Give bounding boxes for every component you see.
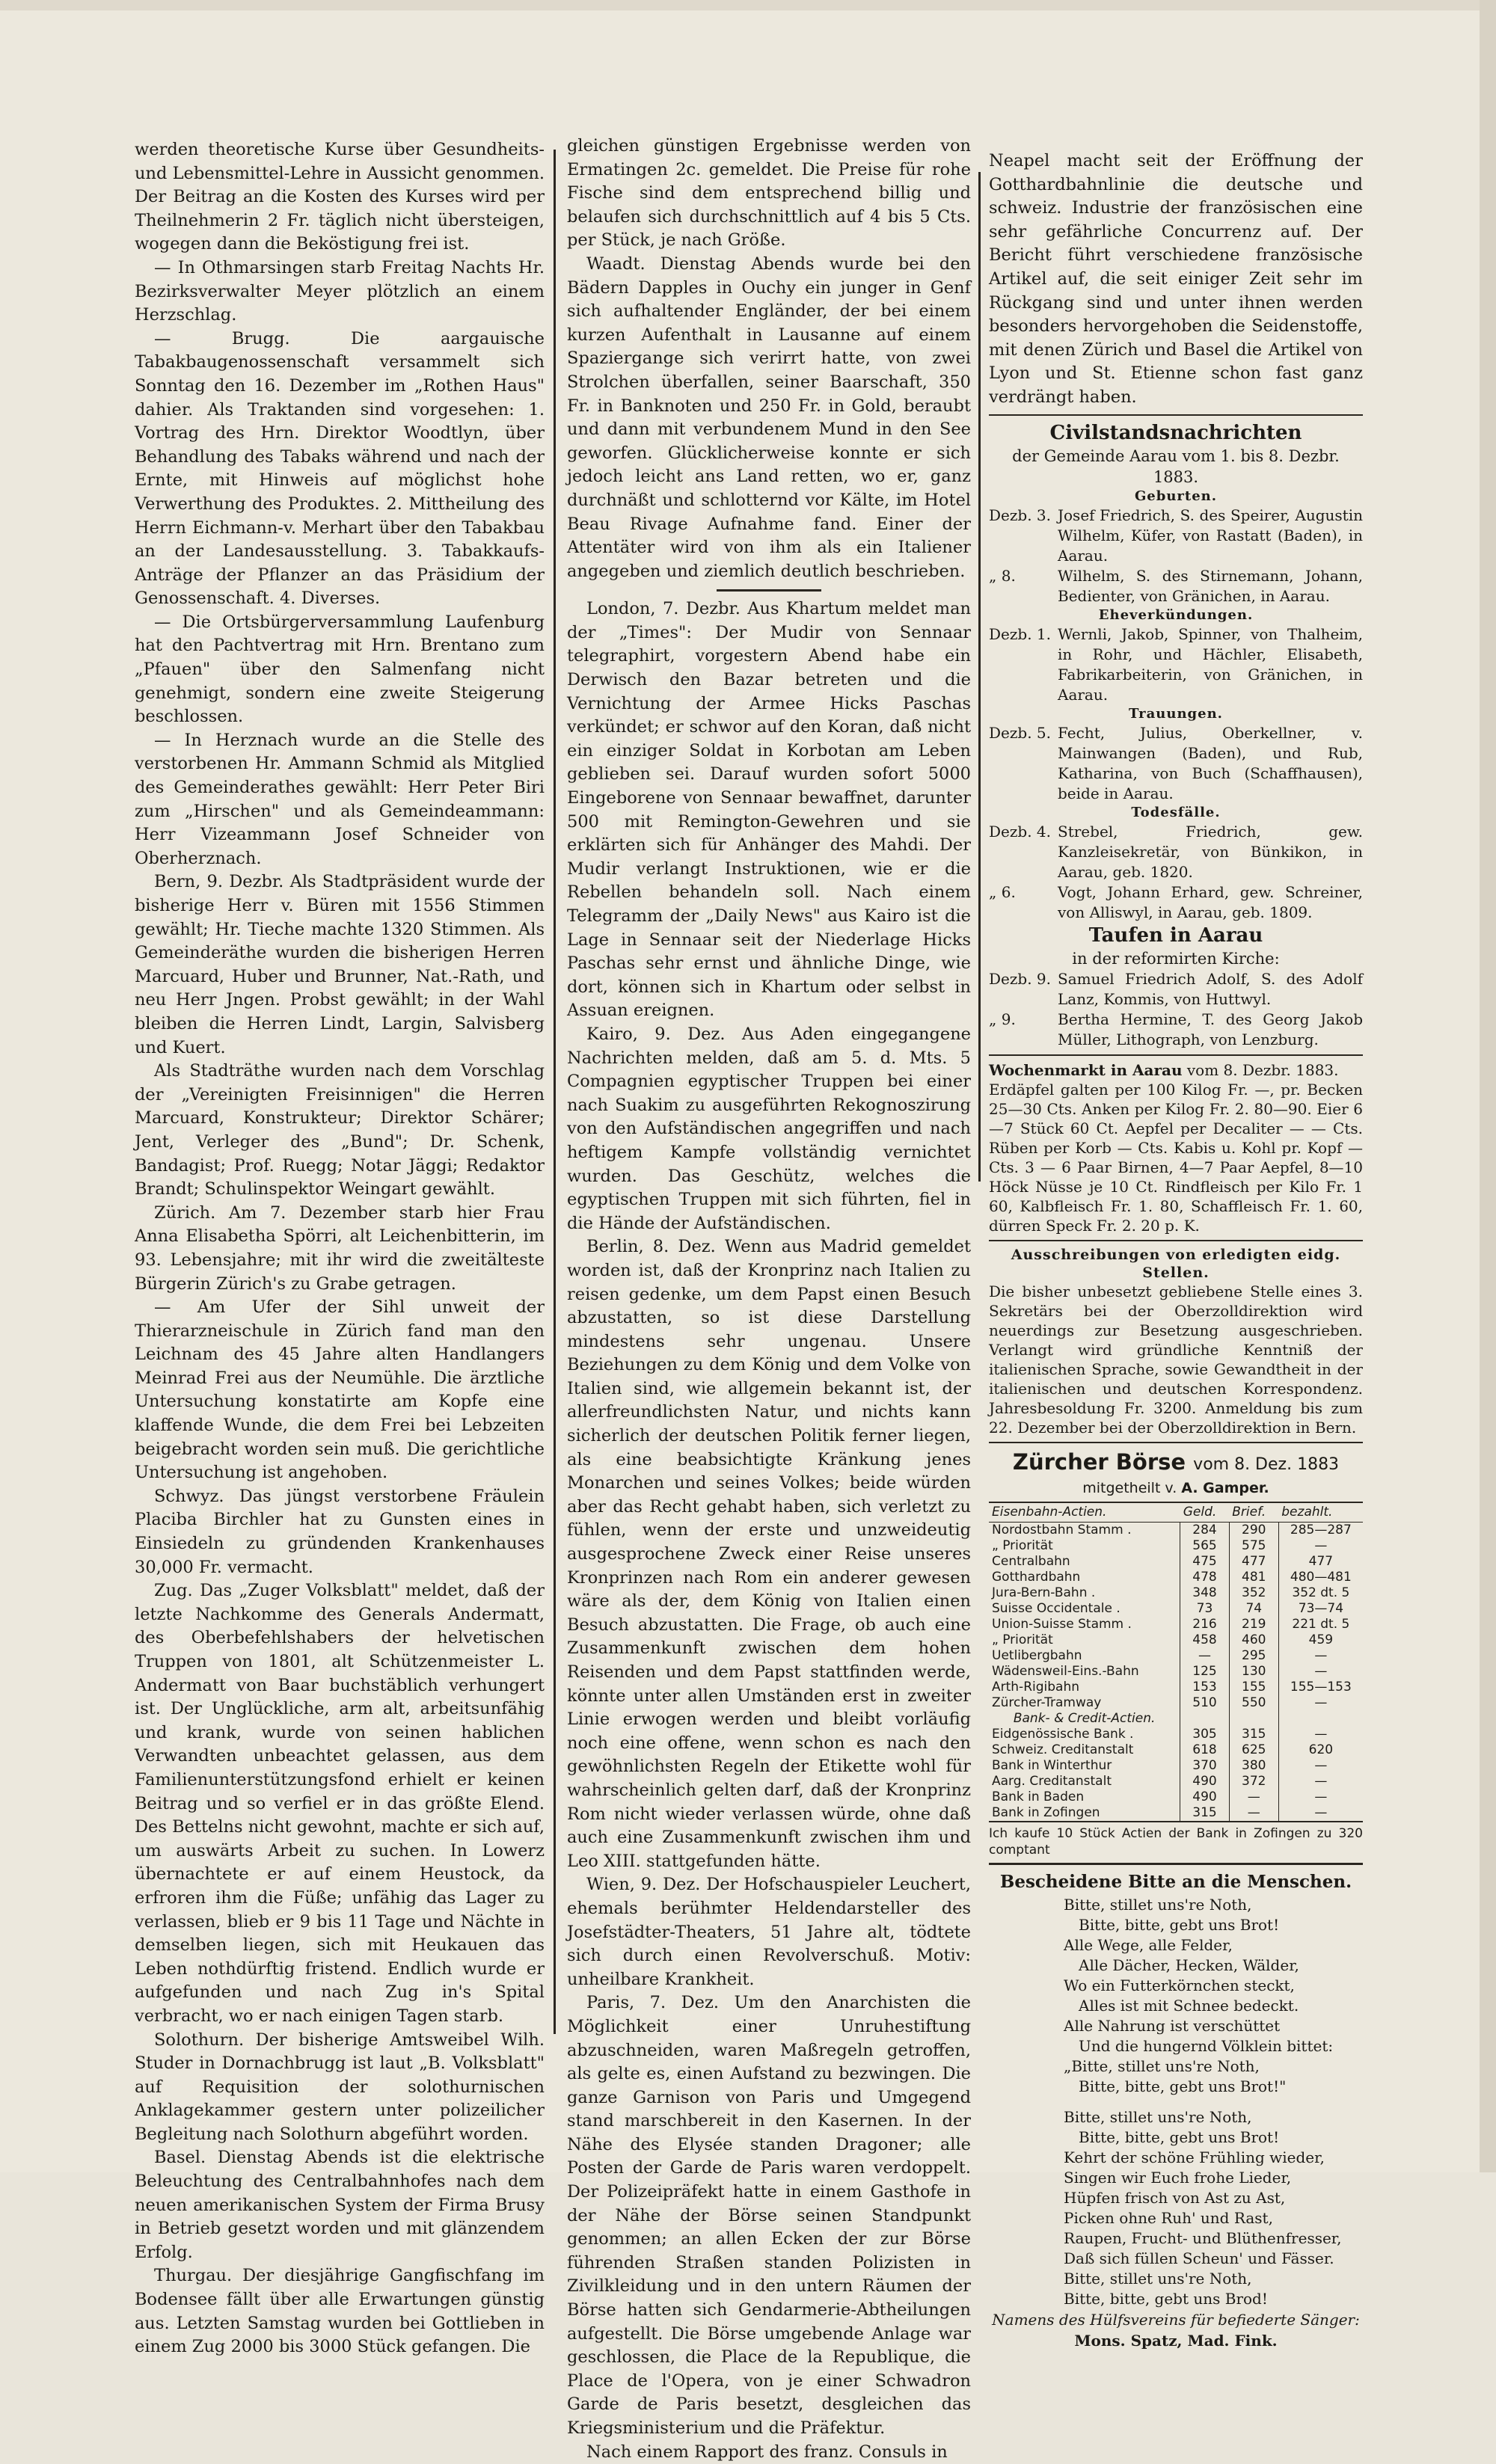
- poem-line: Bitte, stillet uns're Noth,: [1064, 2107, 1252, 2126]
- article-paragraph: Schwyz. Das jüngst verstorbene Fräulein Placiba Birchler hat zu Gunsten eines in Einsiedeln zu gründenden Krankenhauses 30,000 Fr. vermacht.: [135, 1486, 545, 1577]
- article-paragraph: — In Othmarsingen starb Freitag Nachts Hr. Bezirksverwalter Meyer plötzlich an einem Herzschlag.: [135, 257, 545, 325]
- page-right-edge: [1480, 0, 1496, 2172]
- page-top-edge: [0, 0, 1496, 10]
- poem-line: Picken ohne Ruh' und Rast,: [1064, 2208, 1273, 2227]
- stock-value: —: [1278, 1789, 1363, 1805]
- column-rule-1: [554, 150, 556, 2034]
- stock-value: 295: [1229, 1648, 1278, 1664]
- table-row: [989, 1664, 1363, 1680]
- job-postings-text: Die bisher unbesetzt gebliebene Stelle eines 3. Sekretärs bei der Oberzolldirektion wird neuerdings zur Besetzung ausgeschrieben. Verlangt wird gründliche Kenntniß der italienischen Sprache, sowie Gewandtheit in der italienischen und deutschen Korrespondenz. Jahresbesoldung Fr. 3200. Anmeldung bis zum 22. Dezember bei der Oberzolldirektion in Bern.: [989, 1282, 1363, 1437]
- poem: [989, 1869, 1363, 2351]
- stock-value: —: [1278, 1648, 1363, 1664]
- col-header-bezahlt: bezahlt.: [1278, 1502, 1363, 1523]
- stock-value: 510: [1180, 1695, 1230, 1711]
- market-title: Wochenmarkt in Aarau: [989, 1060, 1183, 1079]
- stock-value: 478: [1180, 1570, 1230, 1585]
- stock-name: Bank in Baden: [992, 1789, 1085, 1804]
- poem-line: Wo ein Futterkörnchen steckt,: [1064, 1976, 1295, 1994]
- stock-value: —: [1278, 1727, 1363, 1742]
- stock-value: 620: [1278, 1742, 1363, 1758]
- stock-value: 490: [1180, 1789, 1230, 1805]
- stock-value: 477: [1278, 1554, 1363, 1570]
- stock-name: Centralbahn: [992, 1553, 1070, 1569]
- poem-signature: Namens des Hülfsvereins für befiederte Sänger: Mons. Spatz, Mad. Fink.: [992, 2310, 1360, 2350]
- stock-value: 155: [1229, 1680, 1278, 1695]
- stock-value: 477: [1229, 1554, 1278, 1570]
- stock-name: Schweiz. Creditanstalt: [992, 1742, 1134, 1757]
- stock-value: 380: [1229, 1758, 1278, 1774]
- column-2: [567, 135, 971, 2462]
- market-text: Erdäpfel galten per 100 Kilog Fr. —, pr. Becken 25—30 Cts. Anken per Kilog Fr. 2. 80—90. Eier 6—7 Stück 60 Ct. Aepfel per Decaliter — — Cts. Rüben per Korb — Cts. Kabis u. Kohl pr. Kopf — Cts. 3 — 6 Paar Birnen, 4—7 Paar Aepfel, 8—10 Höck Nüsse je 10 Ct. Rindfleisch per Kilo Fr. 1 60, Kalbfleisch Fr. 1. 80, Schaffleisch Fr. 1. 60, dürren Speck Fr. 2. 20 p. K.: [989, 1080, 1363, 1235]
- table-row: [989, 1648, 1363, 1664]
- section-divider: [989, 414, 1363, 416]
- article-paragraph: Als Stadträthe wurden nach dem Vorschlag der „Vereinigten Freisinnigen" die Herren Marcuard, Konstrukteur; Direktor Schärer; Jent, Verleger des „Bund"; Dr. Schenk, Bandagist; Prof. Ruegg; Notar Jäggi; Redaktor Brandt; Schulinspektor Weingart gewählt.: [135, 1061, 545, 1199]
- table-row: [989, 1727, 1363, 1742]
- section-divider: [989, 1240, 1363, 1241]
- table-row: [989, 1570, 1363, 1585]
- stock-value: —: [1278, 1774, 1363, 1789]
- stock-value: 305: [1180, 1727, 1230, 1742]
- stock-name: „ Priorität: [992, 1537, 1053, 1553]
- article-paragraph: Nach einem Rapport des franz. Consuls in: [586, 2442, 948, 2462]
- table-row: [989, 1742, 1363, 1758]
- stock-value: —: [1278, 1758, 1363, 1774]
- table-row: [989, 1695, 1363, 1711]
- table-row: [989, 1774, 1363, 1789]
- article-paragraph: Solothurn. Der bisherige Amtsweibel Wilh. Studer in Dornachbrugg ist laut „B. Volksblatt" auf Requisition der solothurnischen Anklagekammer gestern unter polizeilicher Begleitung nach Solothurn abgeführt worden.: [135, 2030, 545, 2144]
- stock-value: 155—153: [1278, 1680, 1363, 1695]
- stock-value: 219: [1229, 1617, 1278, 1632]
- table-row: [989, 1805, 1363, 1821]
- article-paragraph: — Brugg. Die aargauische Tabakbaugenossenschaft versammelt sich Sonntag den 16. Dezember im „Rothen Haus" dahier. Als Traktanden sind vorgesehen: 1. Vortrag des Hrn. Direktor Woodtlyn, über Behandlung des Tabaks während und nach der Ernte, mit Hinweis auf möglichst hohe Verwerthung des Produktes. 2. Mittheilung des Herrn Eichmann-v. Merhart über den Tabakbau an der Landesausstellung. 3. Tabakkaufs-Anträge der Pflanzer an das Präsidium der Genossenschaft. 4. Diverses.: [135, 328, 545, 609]
- stock-value: 565: [1180, 1538, 1230, 1554]
- stock-name: Eidgenössische Bank .: [992, 1726, 1134, 1742]
- table-row: [989, 1601, 1363, 1617]
- stock-value: 315: [1229, 1727, 1278, 1742]
- poem-line: Alle Dächer, Hecken, Wälder,: [1079, 1955, 1299, 1974]
- col-header-brief: Brief.: [1229, 1502, 1278, 1523]
- table-row: [989, 1617, 1363, 1632]
- stock-value: 352 dt. 5: [1278, 1585, 1363, 1601]
- stock-value: 460: [1229, 1632, 1278, 1648]
- article-paragraph: Basel. Dienstag Abends ist die elektrische Beleuchtung des Centralbahnhofes nach dem neuen amerikanischen System der Firma Brusy in Betrieb gesetzt worden und mit glänzendem Erfolg.: [135, 2148, 545, 2262]
- stock-value: 216: [1180, 1617, 1230, 1632]
- poem-line: Kehrt der schöne Frühling wieder,: [1064, 2148, 1325, 2166]
- stock-name: Gotthardbahn: [992, 1569, 1081, 1585]
- weekly-market: [989, 1060, 1363, 1235]
- poem-line: Raupen, Frucht- und Blüthenfresser,: [1064, 2228, 1342, 2247]
- registry-entry: „ 8. Wilhelm, S. des Stirnemann, Johann, Bedienter, von Gränichen, in Aarau.: [989, 566, 1363, 605]
- stock-value: 290: [1229, 1522, 1278, 1538]
- stock-exchange-title: Zürcher Börse vom 8. Dez. 1883: [1012, 1448, 1340, 1475]
- stock-value: 618: [1180, 1742, 1230, 1758]
- article-paragraph: London, 7. Dezbr. Aus Khartum meldet man der „Times": Der Mudir von Sennaar telegraphirt, vorgestern Abend habe ein Derwisch den Bazar betreten und die Vernichtung der Armee Hicks Paschas verkündet; er schwor auf den Koran, daß nicht ein einziger Soldat in Korbotan am Leben geblieben sei. Darauf wurden sofort 5000 Eingeborene von Sennaar bewaffnet, darunter 500 mit Remington-Gewehren und sie erklärten sich für Anhänger des Mahdi. Der Mudir verlangt Instruktionen, wie er die Rebellen behandeln soll. Nach einem Telegramm der „Daily News" aus Kairo ist die Lage in Sennaar seit der Niederlage Hicks Paschas sehr ernst und ähnliche Dinge, wie dort, können sich in Khartum oder selbst in Assuan ereignen.: [567, 599, 971, 1021]
- article-paragraph: — Am Ufer der Sihl unweit der Thierarzneischule in Zürich fand man den Leichnam des 45 Jahre alten Handlangers Meinrad Frei aus der Neumühle. Die ärztliche Untersuchung konstatirte am Kopfe eine klaffende Wunde, die dem Frei bei Lebzeiten beigebracht worden sein muß. Die gerichtliche Untersuchung ist angehoben.: [135, 1297, 545, 1483]
- poem-line: Und die hungernd Völklein bittet:: [1079, 2036, 1334, 2055]
- poem-title: Bescheidene Bitte an die Menschen.: [999, 1871, 1352, 1892]
- stock-name: Wädensweil-Eins.-Bahn: [992, 1663, 1139, 1679]
- stock-name: Zürcher-Tramway: [992, 1695, 1102, 1710]
- poem-lines: [989, 1895, 1363, 2309]
- registry-entry: „ 6. Vogt, Johann Erhard, gew. Schreiner, von Alliswyl, in Aarau, geb. 1809.: [989, 882, 1363, 921]
- stock-value: 284: [1180, 1522, 1230, 1538]
- stock-value: 490: [1180, 1774, 1230, 1789]
- article-paragraph: Kairo, 9. Dez. Aus Aden eingegangene Nachrichten melden, daß am 5. d. Mts. 5 Compagnien egyptischer Truppen bei einer nach Suakim zu ausgeführten Rekognoszirung von den Aufständischen angegriffen und nach heftigem Kampfe vollständig vernichtet wurden. Das Geschütz, welches die egyptischen Truppen mit sich führten, fiel in die Hände der Aufständischen.: [567, 1024, 971, 1233]
- table-row: [989, 1789, 1363, 1805]
- market-date: vom 8. Dezbr. 1883.: [1186, 1060, 1339, 1079]
- article-paragraph: Zürich. Am 7. Dezember starb hier Frau Anna Elisabetha Spörri, alt Leichenbitterin, im 93. Lebensjahre; mit ihr wird die zweitälteste Bürgerin Zürich's zu Grabe getragen.: [135, 1202, 545, 1294]
- civil-registry: [989, 420, 1363, 1050]
- column-rule-2: [978, 172, 981, 1182]
- article-paragraph: — Die Ortsbürgerversammlung Laufenburg hat den Pachtvertrag mit Hrn. Brentano zum „Pfauen" über den Salmenfang nicht genehmigt, sondern eine zweite Steigerung beschlossen.: [135, 612, 545, 727]
- railway-rows: [989, 1522, 1363, 1711]
- article-paragraph: Neapel macht seit der Eröffnung der Gotthardbahnlinie die deutsche und schweiz. Industrie der französischen eine sehr gefährliche Concurrenz auf. Der Bericht führt verschiedene französische Artikel auf, die seit einiger Zeit sehr im Rückgang sind und unter ihnen werden besonders hervorgehoben die Seidenstoffe, mit denen Zürich und Basel die Artikel von Lyon und St. Etienne schon fast ganz verdrängt haben.: [989, 151, 1363, 407]
- civil-registry-subtitle: der Gemeinde Aarau vom 1. bis 8. Dezbr. 1883.: [1012, 446, 1340, 486]
- stock-value: 372: [1229, 1774, 1278, 1789]
- poem-line: Bitte, bitte, gebt uns Brod!: [1064, 2289, 1268, 2308]
- stock-value: 73—74: [1278, 1601, 1363, 1617]
- table-row: [989, 1680, 1363, 1695]
- column-1: [135, 138, 545, 2357]
- article-paragraph: Wien, 9. Dez. Der Hofschauspieler Leuchert, ehemals berühmter Heldendarsteller des Josefstädter-Theaters, 51 Jahre alt, tödtete sich durch einen Revolverschuß. Motiv: unheilbare Krankheit.: [567, 1875, 971, 1989]
- weddings-heading: Trauungen.: [1129, 705, 1223, 722]
- stock-value: —: [1278, 1538, 1363, 1554]
- job-postings-title: Ausschreibungen von erledigten eidg. Stellen.: [1011, 1246, 1341, 1281]
- article-paragraph: Zug. Das „Zuger Volksblatt" meldet, daß der letzte Nachkomme des Generals Andermatt, des Oberbefehlshabers der helvetischen Truppen von 1801, alt Schützenmeister L. Andermatt von Baar buchstäblich verhungert ist. Der Unglückliche, arm alt, arbeitsunfähig und krank, wurde von seinen hablichen Verwandten unbeachtet gelassen, aus dem Familienunterstützungsfond erhielt er keinen Beitrag und so verfiel er in das größte Elend. Des Bettelns nicht gewohnt, machte er sich auf, um auswärts Arbeit zu suchen. In Lowerz übernachtete er auf einem Heustock, da erfroren ihm die Füße; unfähig das Lager zu verlassen, blieb er 9 bis 11 Tage und Nächte in demselben liegen, sich mit Heukauen das Leben nothdürftig fristend. Endlich wurde er aufgefunden und nach Zug in's Spital verbracht, wo er nach einigen Tagen starb.: [135, 1581, 545, 2026]
- poem-line: Alle Wege, alle Felder,: [1064, 1935, 1233, 1954]
- article-paragraph: Bern, 9. Dezbr. Als Stadtpräsident wurde der bisherige Herr v. Büren mit 1556 Stimmen gewählt; Hr. Tieche machte 1320 Stimmen. Als Gemeinderäthe wurden die bisherigen Herren Marcuard, Huber und Brunner, Nat.-Rath, und neu Herr Jngen. Probst gewählt; in der Wahl bleiben die Herren Lindt, Largin, Salvisberg und Kuert.: [135, 872, 545, 1057]
- stock-value: 458: [1180, 1632, 1230, 1648]
- poem-line: Bitte, bitte, gebt uns Brot!: [1079, 2127, 1280, 2146]
- stock-value: 153: [1180, 1680, 1230, 1695]
- registry-entry: Dezb. 1. Wernli, Jakob, Spinner, von Thalheim, in Rohr, und Hächler, Elisabeth, Fabrikarbeiterin, von Gränichen, in Aarau.: [989, 624, 1363, 704]
- marriages-heading: Eheverkündungen.: [1098, 606, 1254, 623]
- section-divider: [989, 1863, 1363, 1865]
- bank-rows: [989, 1727, 1363, 1821]
- deaths-heading: Todesfälle.: [1131, 804, 1221, 820]
- poem-line: Bitte, bitte, gebt uns Brot!": [1079, 2077, 1287, 2095]
- stock-value: 352: [1229, 1585, 1278, 1601]
- poem-line: „Bitte, stillet uns're Noth,: [1064, 2056, 1260, 2075]
- baptisms-title: Taufen in Aarau: [1088, 924, 1263, 947]
- registry-entry: Dezb. 5. Fecht, Julius, Oberkellner, v. Mainwangen (Baden), und Rub, Katharina, von Buch (Schaffhausen), beide in Aarau.: [989, 723, 1363, 802]
- stock-value: —: [1229, 1789, 1278, 1805]
- table-row: [989, 1538, 1363, 1554]
- stock-value: 221 dt. 5: [1278, 1617, 1363, 1632]
- stock-value: 73: [1180, 1601, 1230, 1617]
- article-paragraph: Thurgau. Der diesjährige Gangfischfang im Bodensee fällt über alle Erwartungen günstig aus. Letzten Samstag wurden bei Gottlieben in einem Zug 2000 bis 3000 Stück gefangen. Die: [135, 2266, 545, 2357]
- poem-line: [1064, 2097, 1363, 2107]
- stock-name: Suisse Occidentale .: [992, 1600, 1121, 1616]
- stock-name: Arth-Rigibahn: [992, 1679, 1079, 1695]
- stock-exchange-subtitle: mitgetheilt v. A. Gamper.: [1082, 1479, 1269, 1496]
- stock-value: 481: [1229, 1570, 1278, 1585]
- stock-value: 550: [1229, 1695, 1278, 1711]
- stock-name: Nordostbahn Stamm .: [992, 1522, 1132, 1537]
- stock-value: 475: [1180, 1554, 1230, 1570]
- stock-value: —: [1278, 1695, 1363, 1711]
- section-divider: [989, 1442, 1363, 1443]
- stock-value: —: [1278, 1805, 1363, 1821]
- section-divider: [989, 1054, 1363, 1056]
- poem-line: Hüpfen frisch von Ast zu Ast,: [1064, 2188, 1286, 2207]
- job-postings: [989, 1246, 1363, 1437]
- bank-heading-row: Bank- & Credit-Actien.: [989, 1711, 1363, 1727]
- stock-value: —: [1180, 1648, 1230, 1664]
- stock-name: Bank in Zofingen: [992, 1804, 1100, 1820]
- article-paragraph: werden theoretische Kurse über Gesundheits- und Lebensmittel-Lehre in Aussicht genommen. Der Beitrag an die Kosten des Kurses wird per Theilnehmerin 2 Fr. täglich nicht übersteigen, wogegen dann die Beköstigung frei ist.: [135, 140, 545, 254]
- section-divider: [717, 589, 821, 592]
- article-paragraph: gleichen günstigen Ergebnisse werden von Ermatingen 2c. gemeldet. Die Preise für rohe Fische sind dem entsprechend billig und belaufen sich durchschnittlich auf 4 bis 5 Cts. per Stück, je nach Größe.: [567, 136, 971, 251]
- table-row: [989, 1585, 1363, 1601]
- table-row: [989, 1522, 1363, 1538]
- stock-name: Bank in Winterthur: [992, 1757, 1112, 1773]
- article-paragraph: — In Herznach wurde an die Stelle des verstorbenen Hr. Ammann Schmid als Mitglied des Gemeinderathes gewählt: Herr Peter Biri zum „Hirschen" und als Gemeindeammann: Herr Vizeammann Josef Schneider von Oberherznach.: [135, 730, 545, 868]
- stock-name: Uetlibergbahn: [992, 1647, 1082, 1663]
- stock-value: 575: [1229, 1538, 1278, 1554]
- stock-value: —: [1229, 1805, 1278, 1821]
- stock-value: 370: [1180, 1758, 1230, 1774]
- stock-name: Union-Suisse Stamm .: [992, 1616, 1132, 1632]
- article-paragraph: Berlin, 8. Dez. Wenn aus Madrid gemeldet worden ist, daß der Kronprinz nach Italien zu reisen gedenke, um dem Papst einen Besuch abzustatten, so ist diese Darstellung mindestens sehr ungenau. Unsere Beziehungen zu dem König und dem Volke von Italien sind, wie allgemein bekannt ist, der allerfreundlichsten Natur, und nichts kann sicherlich der deutschen Politik ferner liegen, als eine beabsichtigte Kränkung jenes Monarchen und seines Volkes; beide würden aber das Recht gehabt haben, sich verletzt zu fühlen, wenn der erste und unzweideutig ausgesprochene Zweck einer Reise unseres Kronprinzen nach Rom ein anderer gewesen wäre als der, dem König von Italien einen Besuch abzustatten. Die Frage, ob auch eine Zusammenkunft zwischen dem hohen Reisenden und dem Papst stattfinden werde, könnte unter allen Umständen erst in zweiter Linie erwogen werden und bleibt vorläufig noch eine offene, wenn schon es nach den gewöhnlichsten Regeln der Etikette wohl für wahrscheinlich gelten darf, daß der Kronprinz Rom nicht wieder verlassen würde, ohne daß auch eine Zusammenkunft zwischen ihm und Leo XIII. stattgefunden hätte.: [567, 1237, 971, 1871]
- civil-registry-title: Civilstandsnachrichten: [1049, 421, 1302, 444]
- article-paragraph: Waadt. Dienstag Abends wurde bei den Bädern Dapples in Ouchy ein junger in Genf sich aufhaltender Engländer, der bei einem kurzen Aufenthalt in Lausanne auf einem Spaziergange sich verirrt hatte, von zwei Strolchen überfallen, seiner Baarschaft, 350 Fr. in Banknoten und 250 Fr. in Gold, beraubt und dann mit verbundenem Mund in den See geworfen. Glücklicherweise konnte er sich jedoch leicht ans Land retten, wo er, ganz durchnäßt und schlotternd vor Kälte, im Hotel Beau Rivage Aufnahme fand. Einer der Attentäter wird von ihm als ein Italiener angegeben und ziemlich deutlich beschrieben.: [567, 254, 971, 581]
- stock-name: Aarg. Creditanstalt: [992, 1773, 1112, 1789]
- col-header-geld: Geld.: [1180, 1502, 1230, 1523]
- stock-value: 125: [1180, 1664, 1230, 1680]
- stock-value: 74: [1229, 1601, 1278, 1617]
- stock-value: 625: [1229, 1742, 1278, 1758]
- column-3: [989, 150, 1363, 2350]
- stock-name: Jura-Bern-Bahn .: [992, 1585, 1096, 1600]
- registry-entry: „ 9. Bertha Hermine, T. des Georg Jakob Müller, Lithograph, von Lenzburg.: [989, 1010, 1363, 1048]
- poem-line: Bitte, bitte, gebt uns Brot!: [1079, 1915, 1280, 1934]
- births-heading: Geburten.: [1134, 488, 1218, 504]
- stock-exchange: [989, 1448, 1363, 1858]
- poem-line: Singen wir Euch frohe Lieder,: [1064, 2168, 1292, 2187]
- stock-value: —: [1278, 1664, 1363, 1680]
- stock-value: 285—287: [1278, 1522, 1363, 1538]
- stock-value: 348: [1180, 1585, 1230, 1601]
- col-header-name: Eisenbahn-Actien.: [989, 1502, 1180, 1523]
- stock-value: 315: [1180, 1805, 1230, 1821]
- poem-line: Alle Nahrung ist verschüttet: [1064, 2016, 1281, 2035]
- stock-value: 459: [1278, 1632, 1363, 1648]
- registry-entry: Dezb. 4. Strebel, Friedrich, gew. Kanzleisekretär, von Bünkikon, in Aarau, geb. 1820.: [989, 822, 1363, 881]
- poem-line: Daß sich füllen Scheun' und Fässer.: [1064, 2249, 1334, 2267]
- poem-line: Bitte, stillet uns're Noth,: [1064, 2269, 1252, 2288]
- stock-value: 130: [1229, 1664, 1278, 1680]
- registry-entry: Dezb. 9. Samuel Friedrich Adolf, S. des Adolf Lanz, Kommis, von Huttwyl.: [989, 969, 1363, 1008]
- stock-table: [989, 1502, 1363, 1821]
- table-row: [989, 1632, 1363, 1648]
- registry-entry: Dezb. 3. Josef Friedrich, S. des Speirer, Augustin Wilhelm, Küfer, von Rastatt (Baden), in Aarau.: [989, 506, 1363, 565]
- stock-name: „ Priorität: [992, 1632, 1053, 1647]
- poem-line: Alles ist mit Schnee bedeckt.: [1079, 1996, 1299, 2015]
- stock-value: 480—481: [1278, 1570, 1363, 1585]
- table-row: [989, 1554, 1363, 1570]
- stock-note: Ich kaufe 10 Stück Actien der Bank in Zofingen zu 320 comptant: [989, 1821, 1363, 1858]
- baptisms-subtitle: in der reformirten Kirche:: [1072, 949, 1280, 968]
- table-row: [989, 1758, 1363, 1774]
- article-paragraph: Paris, 7. Dez. Um den Anarchisten die Möglichkeit einer Unruhestiftung abzuschneiden, waren Maßregeln getroffen, als gelte es, einen Aufstand zu bezwingen. Die ganze Garnison von Paris und Umgegend stand marschbereit in den Kasernen. In der Nähe des Elysée standen Dragoner; alle Posten der Garde de Paris waren verdoppelt. Der Polizeipräfekt hatte in einem Gasthofe in der Nähe der Börse seinen Standpunkt genommen; an allen Ecken der zur Börse führenden Straßen standen Polizisten in Zivilkleidung und in den untern Räumen der Börse hatten sich Gendarmerie-Abtheilungen aufgestellt. Die Börse umgebende Anlage war geschlossen, die Place de la Republique, die Place de l'Opera, von je einer Schwadron Garde de Paris besetzt, desgleichen das Kriegsministerium und die Präfektur.: [567, 1993, 971, 2438]
- poem-line: Bitte, stillet uns're Noth,: [1064, 1895, 1252, 1914]
